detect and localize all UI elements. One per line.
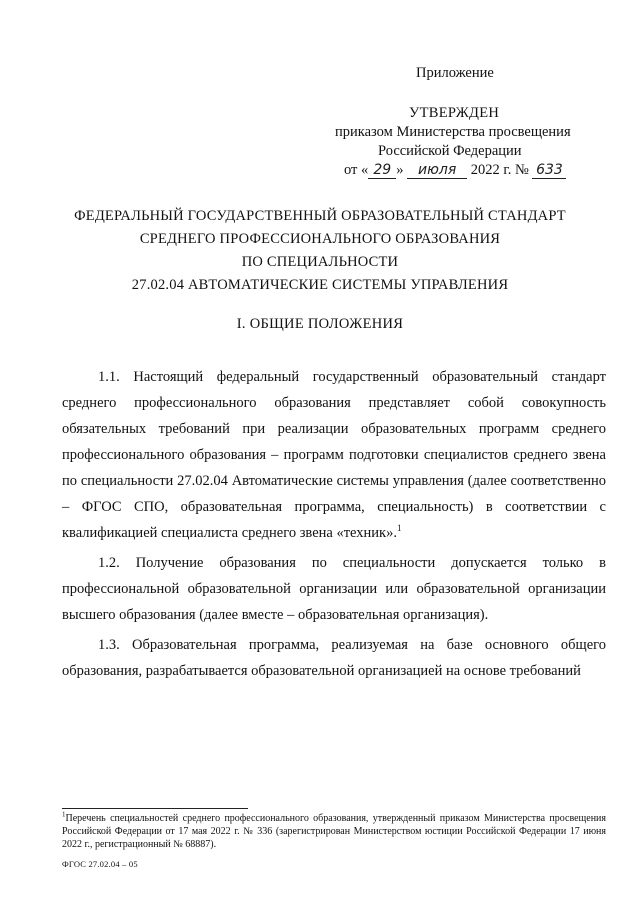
footnote-divider	[62, 808, 248, 809]
paragraph-1-1	[62, 364, 606, 546]
footnote-mark: 1	[62, 810, 66, 819]
title-line-2: СРЕДНЕГО ПРОФЕССИОНАЛЬНОГО ОБРАЗОВАНИЯ	[139, 231, 501, 247]
approval-header	[330, 64, 590, 180]
appendix-label: Приложение	[416, 65, 494, 81]
handwritten-order-number: 633	[532, 163, 566, 179]
date-mid: »	[396, 162, 404, 178]
footnote-reference: 1	[396, 523, 402, 534]
title-line-4: 27.02.04 АВТОМАТИЧЕСКИЕ СИСТЕМЫ УПРАВЛЕНИЯ	[131, 277, 509, 293]
footnote-text: Перечень специальностей среднего профессионального образования, утвержденный приказом Министерства просвещения Российской Федерации от 17 мая 2022 г. № 336 (зарегистрирован Министерством юстиции Российской Федерации 17 июня 2022 г., регистрационный № 68887).	[62, 813, 606, 850]
approved-label: УТВЕРЖДЕН	[409, 105, 500, 121]
date-prefix: от «	[344, 162, 369, 178]
paragraph-1-2: 1.2. Получение образования по специальности допускается только в профессиональной образовательной организации или образовательной организации высшего образования (далее вместе – образовательная организация).	[62, 555, 606, 623]
document-title	[40, 205, 600, 297]
approved-by-order: приказом Министерства просвещения	[335, 124, 571, 140]
page-code: ФГОС 27.02.04 – 05	[62, 859, 138, 869]
title-line-3: ПО СПЕЦИАЛЬНОСТИ	[241, 254, 399, 270]
handwritten-day: 29	[368, 163, 396, 179]
paragraph-1-3: 1.3. Образовательная программа, реализуемая на базе основного общего образования, разрабатывается образовательной организацией на основе требований	[62, 637, 606, 679]
footnote	[62, 812, 606, 851]
section-title: I. ОБЩИЕ ПОЛОЖЕНИЯ	[236, 316, 404, 332]
order-date-line	[344, 161, 590, 180]
year-text: 2022 г. №	[470, 162, 529, 178]
paragraph-1-1-text: 1.1. Настоящий федеральный государственный образовательный стандарт среднего профессионального образования представляет собой совокупность обязательных требований при реализации образовательных программ среднего профессионального образования – программ подготовки специалистов среднего звена по специальности 27.02.04 Автоматические системы управления (далее соответственно – ФГОС СПО, образовательная программа, специальность) в соответствии с квалификацией специалиста среднего звена «техник».	[62, 369, 606, 541]
handwritten-month: июля	[407, 163, 467, 179]
title-line-1: ФЕДЕРАЛЬНЫЙ ГОСУДАРСТВЕННЫЙ ОБРАЗОВАТЕЛЬНЫЙ СТАНДАРТ	[74, 208, 566, 224]
approved-by-country: Российской Федерации	[378, 143, 522, 159]
document-body	[62, 364, 606, 688]
